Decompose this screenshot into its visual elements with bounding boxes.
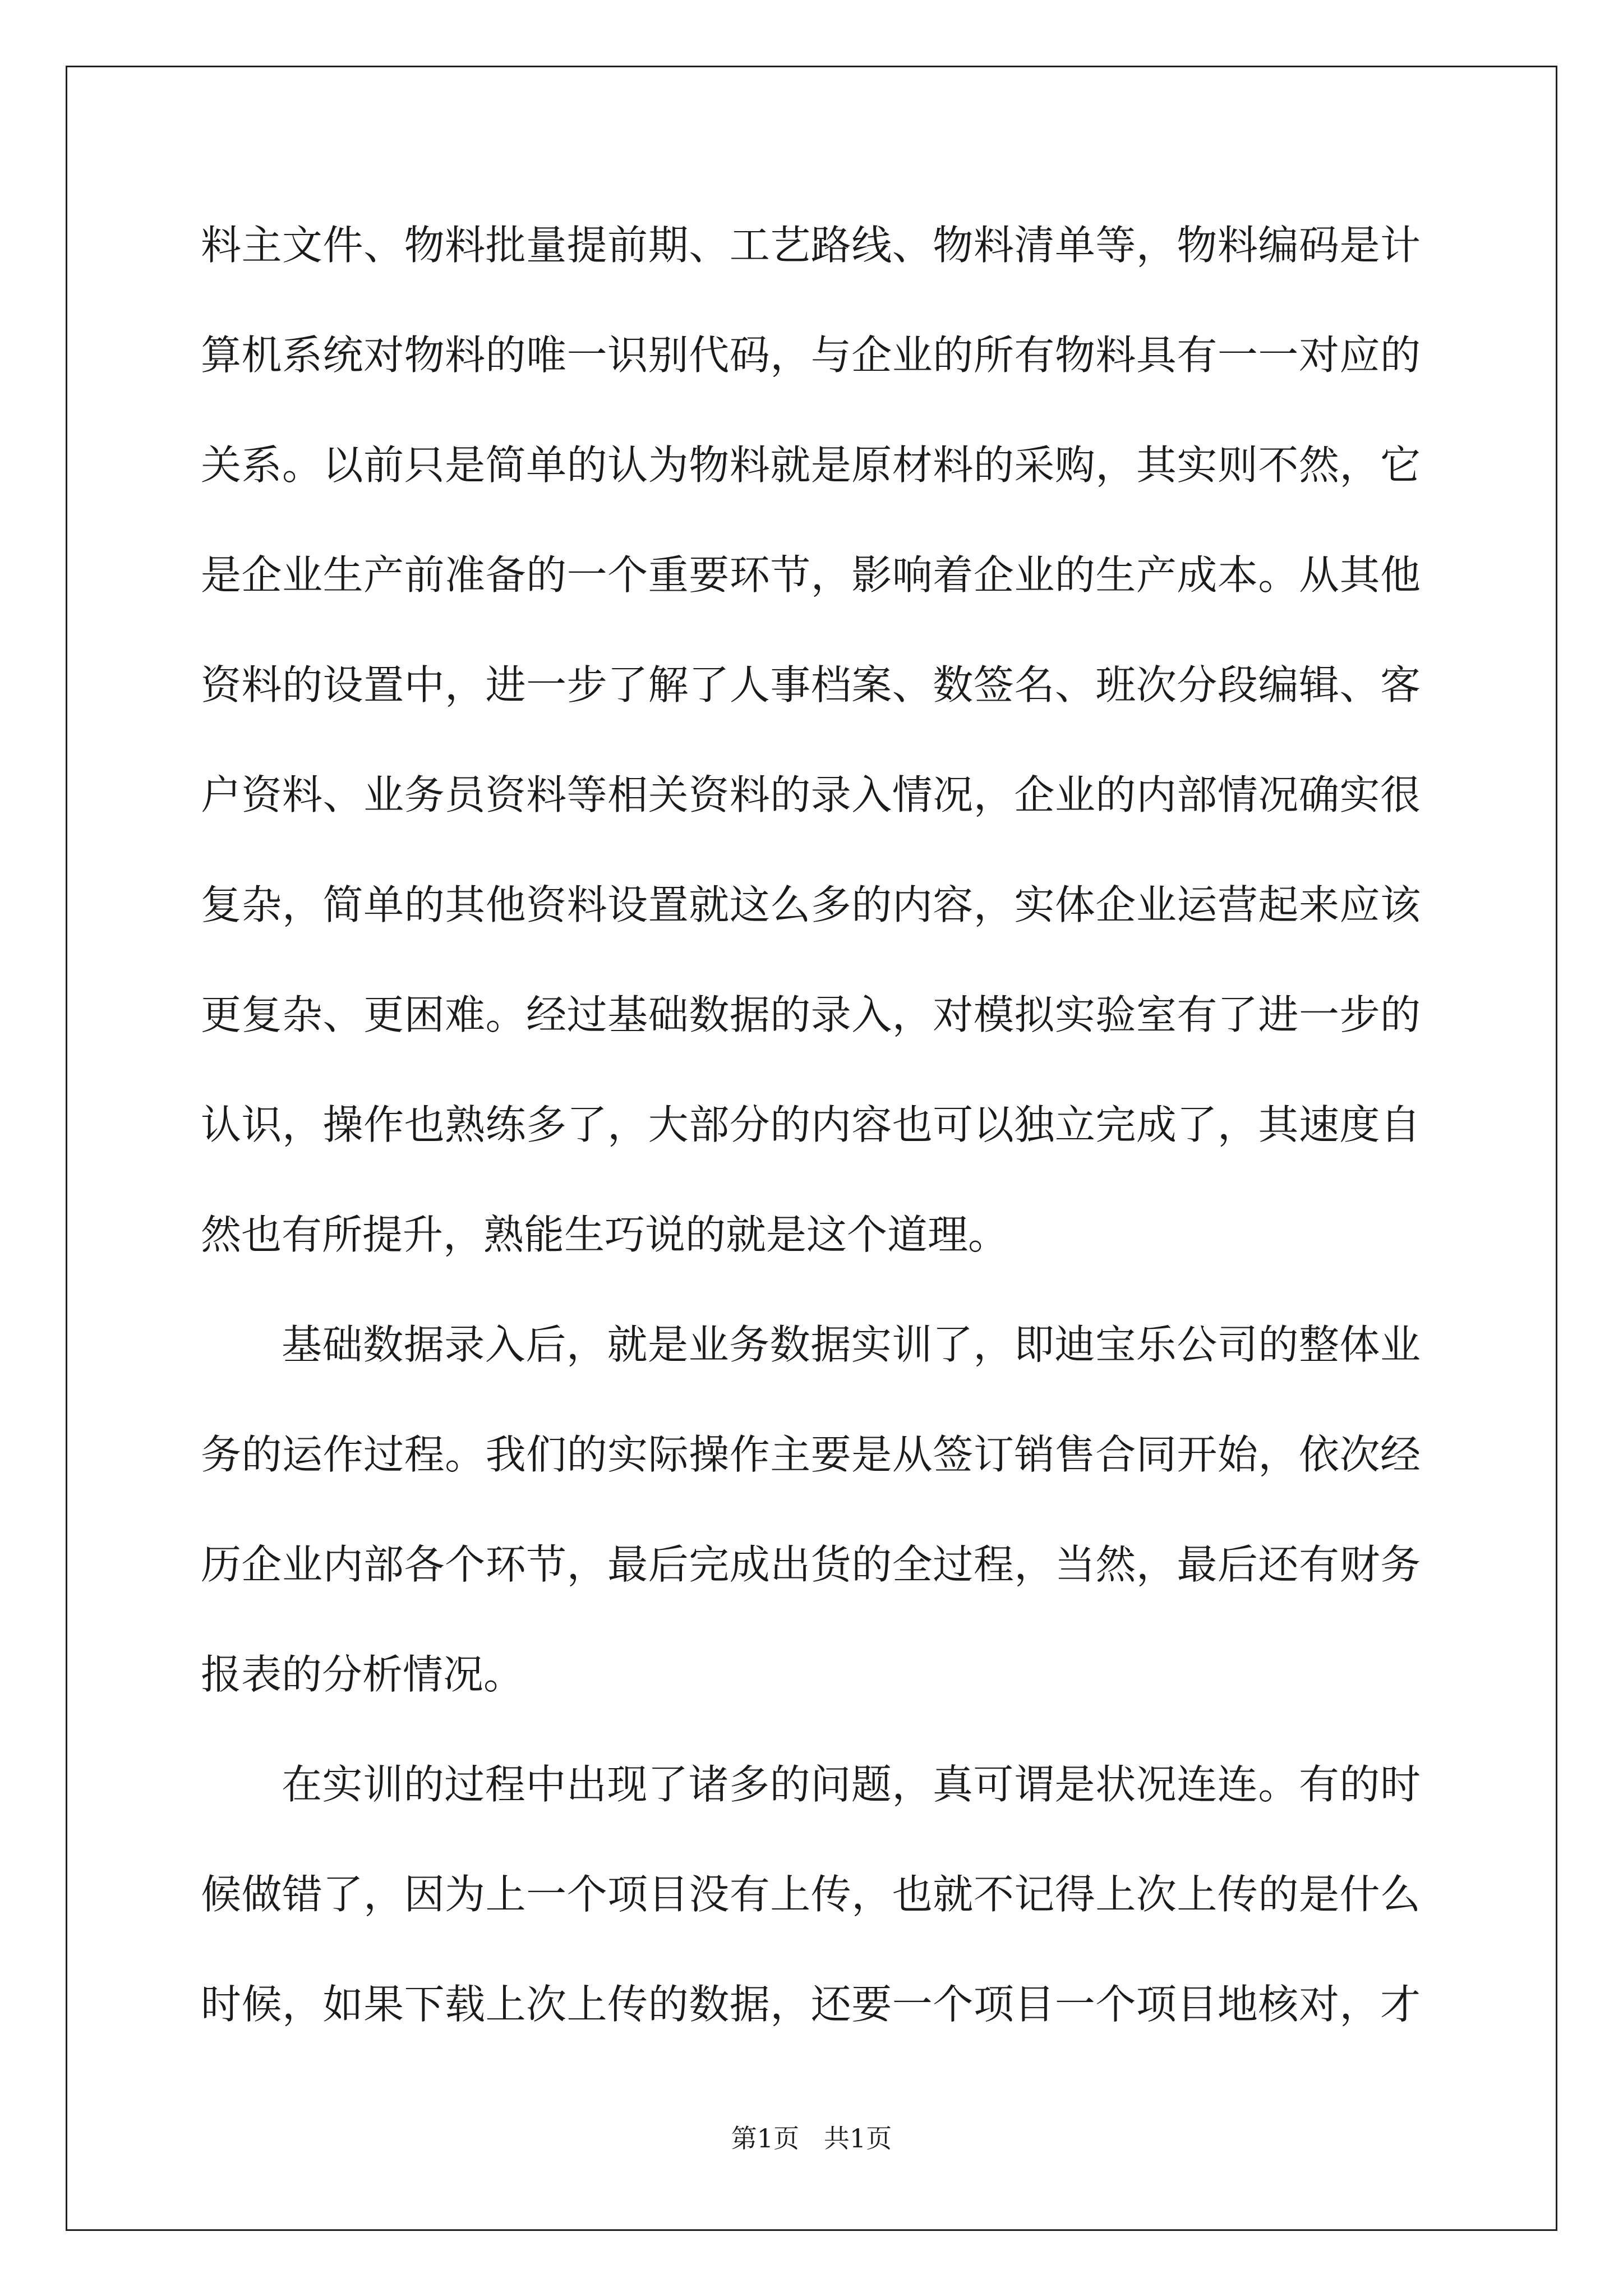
text-line: 务的运作过程。我们的实际操作主要是从签订销售合同开始，依次经 [201,1431,1421,1478]
text-line: 户资料、业务员资料等相关资料的录入情况，企业的内部情况确实很 [201,771,1421,818]
text-line: 然也有所提升，熟能生巧说的就是这个道理。 [201,1211,1009,1258]
document-body [201,209,1421,2078]
text-line: 资料的设置中，进一步了解了人事档案、数签名、班次分段编辑、客 [201,661,1421,708]
text-line: 认识，操作也熟练多了，大部分的内容也可以独立完成了，其速度自 [201,1101,1421,1148]
text-line: 候做错了，因为上一个项目没有上传，也就不记得上次上传的是什么 [201,1871,1421,1918]
page-footer: 第1页 共1页 [731,2123,892,2154]
text-line: 料主文件、物料批量提前期、工艺路线、物料清单等，物料编码是计 [201,222,1421,269]
text-line: 复杂，简单的其他资料设置就这么多的内容，实体企业运营起来应该 [201,881,1421,928]
text-line: 更复杂、更困难。经过基础数据的录入，对模拟实验室有了进一步的 [201,991,1421,1038]
text-line: 算机系统对物料的唯一识别代码，与企业的所有物料具有一一对应的 [201,332,1421,379]
text-line: 关系。以前只是简单的认为物料就是原材料的采购，其实则不然，它 [201,441,1421,489]
text-line: 报表的分析情况。 [201,1651,524,1698]
paragraph-first-line: 在实训的过程中出现了诸多的问题，真可谓是状况连连。有的时 [282,1761,1421,1808]
text-line: 是企业生产前准备的一个重要环节，影响着企业的生产成本。从其他 [201,551,1421,599]
paragraph-first-line: 基础数据录入后，就是业务数据实训了，即迪宝乐公司的整体业 [282,1321,1421,1368]
text-line: 历企业内部各个环节，最后完成出货的全过程，当然，最后还有财务 [201,1541,1421,1588]
text-line: 时候，如果下载上次上传的数据，还要一个项目一个项目地核对，才 [201,1981,1421,2028]
